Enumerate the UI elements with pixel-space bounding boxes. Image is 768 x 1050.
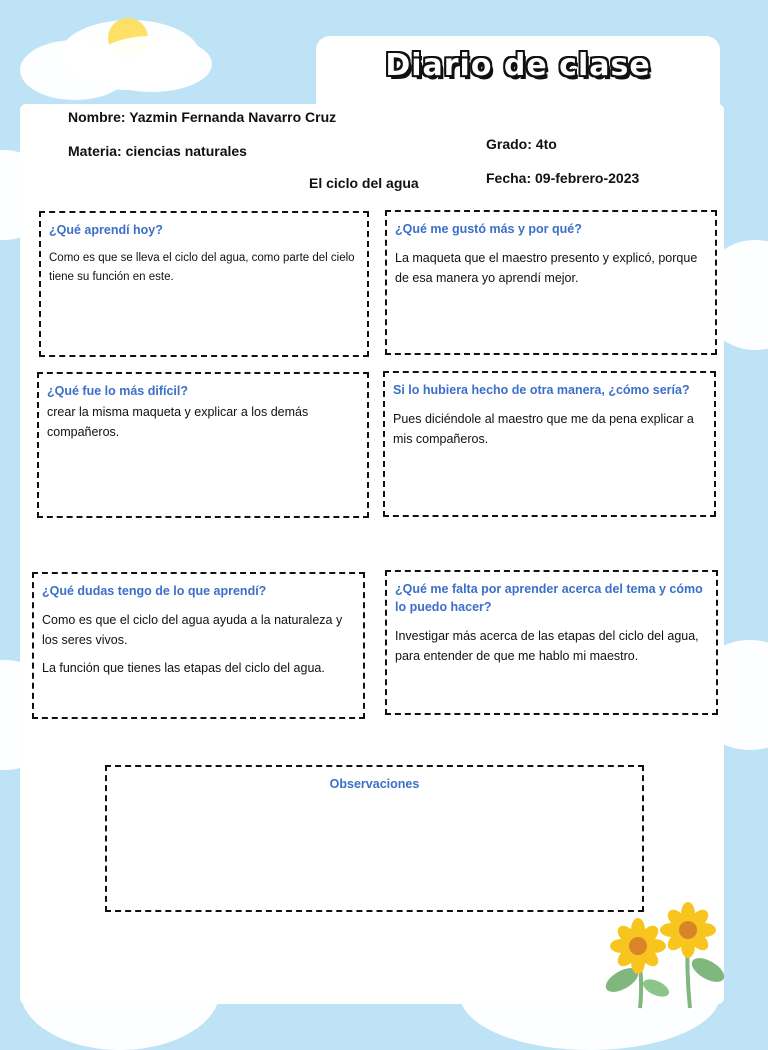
hardest-box bbox=[37, 372, 369, 518]
learned-today-answer: Como es que se lleva el ciclo del agua, como parte del cielo tiene su función en este. bbox=[49, 252, 355, 283]
doubts-answer-1: Como es que el ciclo del agua ayuda a la naturaleza y los seres vivos. bbox=[42, 613, 343, 648]
other-way-question: Si lo hubiera hecho de otra manera, ¿cómo sería? bbox=[393, 383, 690, 397]
still-to-learn-answer: Investigar más acerca de las etapas del ciclo del agua, para entender de que me hablo mi maestro. bbox=[395, 629, 699, 664]
date: Fecha: 09-febrero-2023 bbox=[486, 170, 640, 186]
doubts-answer-2: La función que tienes las etapas del ciclo del agua. bbox=[42, 661, 325, 676]
doubts-question: ¿Qué dudas tengo de lo que aprendí? bbox=[42, 584, 267, 598]
learned-today-question: ¿Qué aprendí hoy? bbox=[49, 223, 163, 237]
topic-title: El ciclo del agua bbox=[309, 175, 419, 191]
liked-most-box bbox=[385, 210, 717, 355]
subject: Materia: ciencias naturales bbox=[68, 143, 247, 159]
liked-most-question: ¿Qué me gustó más y por qué? bbox=[395, 222, 582, 236]
observations-label: Observaciones bbox=[329, 777, 420, 791]
observations-box bbox=[105, 765, 644, 912]
liked-most-answer: La maqueta que el maestro presento y explicó, porque de esa manera yo aprendí mejor. bbox=[395, 251, 698, 286]
other-way-answer: Pues diciéndole al maestro que me da pena explicar a mis compañeros. bbox=[393, 412, 694, 447]
still-to-learn-box bbox=[385, 570, 718, 715]
hardest-question: ¿Qué fue lo más difícil? bbox=[47, 384, 188, 398]
learned-today-box bbox=[39, 211, 369, 357]
doubts-box bbox=[32, 572, 365, 719]
grade: Grado: 4to bbox=[486, 136, 557, 152]
cloud-decoration bbox=[92, 36, 212, 92]
still-to-learn-question: ¿Qué me falta por aprender acerca del tema y cómo lo puedo hacer? bbox=[395, 582, 703, 615]
page-title: Diario de clase bbox=[385, 48, 651, 83]
watermark: lertler.studio bbox=[319, 980, 449, 1001]
student-name: Nombre: Yazmin Fernanda Navarro Cruz bbox=[68, 109, 337, 125]
hardest-answer: crear la misma maqueta y explicar a los demás compañeros. bbox=[47, 405, 309, 440]
other-way-box bbox=[383, 371, 716, 517]
